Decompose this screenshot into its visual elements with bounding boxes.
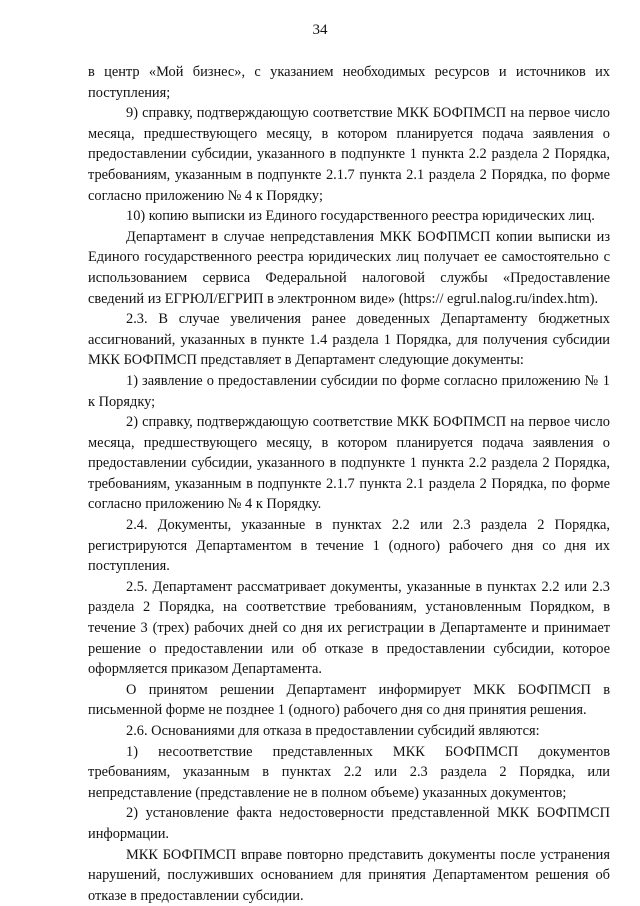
paragraph-2-6-item-2: 2) установление факта недостоверности представленной МКК БОФПМСП информации. [88,805,610,842]
paragraph-resubmission: МКК БОФПМСП вправе повторно представить документы после устранения нарушений, послуживших основанием для принятия Департаментом решения об отказе в предоставлении субсидии. [88,846,610,904]
paragraph-item-10: 10) копию выписки из Единого государственного реестра юридических лиц. [126,208,595,225]
paragraph-decision-notice: О принятом решении Департамент информирует МКК БОФПМСП в письменной форме не позднее 1 (одного) рабочего дня со дня принятия решения. [88,681,610,719]
paragraph-2-3-item-2: 2) справку, подтверждающую соответствие МКК БОФПМСП на первое число месяца, предшествующего месяцу, в котором планируется подача заявления о предоставлении субсидии, указанного в подпункте 1 пункта 2.2 раздела 2 Порядка, требованиям, указанным в подпункте 2.1.7 пункта 2.1 раздела 2 Порядка, по форме согласно приложению № 4 к Порядку. [88,414,610,513]
paragraph-2-3-item-1: 1) заявление о предоставлении субсидии по форме согласно приложению № 1 к Порядку; [88,372,610,410]
paragraph-2-4: 2.4. Документы, указанные в пунктах 2.2 или 2.3 раздела 2 Порядка, регистрируются Департаментом в течение 1 (одного) рабочего дня со дня их поступления. [88,517,610,575]
paragraph-item-9: 9) справку, подтверждающую соответствие МКК БОФПМСП на первое число месяца, предшествующего месяцу, в котором планируется подача заявления о предоставлении субсидии, указанного в подпункте 1 пункта 2.2 раздела 2 Порядка, требованиям, указанным в подпункте 2.1.7 пункта 2.1 раздела 2 Порядка, по форме согласно приложению № 4 к Порядку; [88,105,610,204]
paragraph-2-6-item-1: 1) несоответствие представленных МКК БОФПМСП документов требованиям, указанным в пунктах 2.2 или 2.3 раздела 2 Порядка, или непредставление (представление не в полном объеме) указанных документов; [88,743,610,801]
paragraph-2-5: 2.5. Департамент рассматривает документы, указанные в пунктах 2.2 или 2.3 раздела 2 Порядка, на соответствие требованиям, установленным Порядком, в течение 3 (трех) рабочих дней со дня их регистрации в Департаменте и принимает решение о предоставлении или об отказе в предоставлении субсидии, которое оформляется приказом Департамента. [88,578,610,678]
paragraph-continuation: в центр «Мой бизнес», с указанием необходимых ресурсов и источников их поступления; [88,64,610,101]
body-text [88,62,610,906]
paragraph-2-3: 2.3. В случае увеличения ранее доведенных Департаменту бюджетных ассигнований, указанных в пункте 1.4 раздела 1 Порядка, для получения субсидии МКК БОФПМСП представляет в Департамент следующие документы: [88,311,610,369]
page-number: 34 [312,22,328,38]
paragraph-egrul-note: Департамент в случае непредставления МКК БОФПМСП копии выписки из Единого государственного реестра юридических лиц получает ее самостоятельно с использованием сервиса Федеральной налоговой службы «Предоставление сведений из ЕГРЮЛ/ЕГРИП в электронном виде» (https:// egrul.nalog.ru/index.htm). [88,228,610,307]
paragraph-2-6: 2.6. Основаниями для отказа в предоставлении субсидий являются: [126,723,540,739]
